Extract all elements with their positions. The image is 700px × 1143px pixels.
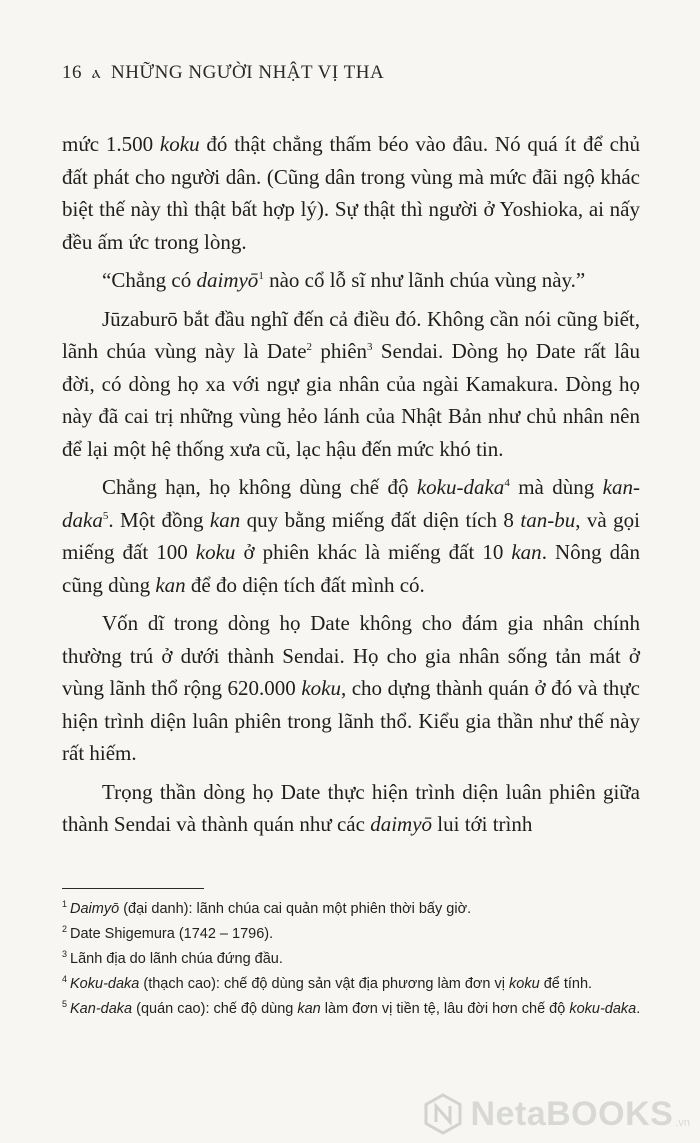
footnote-ref: 5 [102, 509, 109, 522]
italic-term: koku [509, 976, 540, 992]
paragraph [62, 264, 640, 297]
text-run: Lãnh địa do lãnh chúa đứng đầu. [70, 951, 283, 967]
footnote [62, 948, 652, 970]
running-title: NHỮNG NGƯỜI NHẬT VỊ THA [110, 62, 385, 83]
text-run: Jūzaburō bắt đầu nghĩ đến cả điều đó. Không cần nói cũng biết, lãnh chúa vùng này là Date [62, 306, 640, 363]
text-run: để tính. [539, 976, 593, 992]
italic-term: koku [159, 132, 200, 156]
italic-term: Kan-daka [70, 1001, 133, 1017]
text-run: . Một đồng [108, 507, 210, 532]
footnote-number: 3 [62, 949, 68, 960]
paragraph [62, 303, 640, 466]
text-run: đó thật chẳng thấm béo vào đâu. Nó quá ít để chủ đất phát cho người dân. (Cũng dân trong vùng mà mức đãi ngộ khác biệt thế này thì thật bất hợp lý). Sự thật thì người ở Yoshioka, ai nấy đều ấm ức trong lòng. [62, 132, 640, 254]
footnote [62, 923, 652, 945]
text-run: , cho dựng thành quán ở đó và thực hiện trình diện luân phiên trong lãnh thổ. Kiểu gia thần như thế này rất hiếm. [62, 676, 640, 765]
italic-term: tan-bu [520, 507, 576, 532]
text-run: Trọng thần dòng họ Date thực hiện trình diện luân phiên giữa thành Sendai và thành quán như các [62, 779, 640, 836]
text-run: (quán cao): chế độ dùng [132, 1001, 298, 1017]
footnote-ref: 2 [306, 341, 313, 353]
italic-term: kan [511, 540, 542, 564]
footnotes [62, 898, 652, 1023]
watermark-suffix: .vn [675, 1117, 690, 1129]
footnote-number: 2 [62, 924, 68, 935]
text-run: , và gọi miếng đất 100 [62, 507, 640, 564]
text-run: Vốn dĩ trong dòng họ Date không cho đám gia nhân chính thường trú ở dưới thành Sendai. Họ cho gia nhân sống tản mát ở vùng lãnh thổ rộng 620.000 [62, 611, 640, 700]
text-run: . [636, 1001, 641, 1017]
ornament-icon: ⲁ [92, 63, 101, 82]
running-header [62, 62, 384, 84]
footnote-number: 5 [62, 999, 68, 1010]
text-run: Date Shigemura (1742 – 1796). [70, 926, 274, 942]
text-run: Sendai. Dòng họ Date rất lâu đời, có dòng họ xa với ngự gia nhân của ngài Kamakura. Dòng họ này đã cai trị những vùng hẻo lánh của Nhật Bản như chủ nhân nên để lại một hệ thống xưa cũ, lạc hậu đến mức khó tin. [62, 339, 640, 461]
watermark [422, 1093, 690, 1135]
italic-term: koku-daka [416, 475, 505, 499]
italic-term: Koku-daka [70, 976, 140, 992]
italic-term: kan [297, 1001, 321, 1017]
footnote-ref: 4 [504, 477, 510, 489]
text-run: (thạch cao): chế độ dùng sản vật địa phương làm đơn vị [139, 976, 510, 992]
footnote-separator [62, 888, 204, 889]
italic-term: koku-daka [569, 1001, 637, 1017]
footnote-ref: 1 [258, 270, 264, 282]
footnote-number: 1 [62, 899, 68, 910]
paragraph [62, 607, 640, 770]
italic-term: koku [301, 676, 341, 700]
footnote-ref: 3 [367, 341, 373, 353]
footnote [62, 898, 652, 920]
text-run: “Chẳng có [102, 268, 197, 292]
footnote [62, 973, 652, 995]
paragraph [62, 776, 640, 841]
italic-term: koku [195, 540, 236, 564]
italic-term: kan [155, 572, 186, 597]
text-run: lui tới trình [432, 812, 533, 836]
italic-term: kan [209, 507, 241, 532]
text-run: mà dùng [509, 475, 603, 499]
text-run: phiên [312, 339, 368, 363]
text-run: Chẳng hạn, họ không dùng chế độ [102, 475, 417, 499]
paragraph [62, 471, 640, 601]
text-run: làm đơn vị tiền tệ, lâu đời hơn chế độ [320, 1001, 570, 1017]
paragraph [62, 128, 640, 258]
footnote-number: 4 [62, 974, 68, 985]
footnote [62, 998, 652, 1020]
italic-term: daimyō [370, 812, 433, 836]
hexagon-n-logo-icon [422, 1093, 464, 1135]
body-text [62, 128, 640, 841]
text-run: ở phiên khác là miếng đất 10 [235, 540, 512, 564]
text-run: để đo diện tích đất mình có. [185, 572, 425, 597]
text-run: nào cổ lỗ sĩ như lãnh chúa vùng này.” [263, 268, 586, 292]
italic-term: daimyō [196, 268, 259, 292]
page-number: 16 [62, 62, 82, 83]
watermark-text: NetaBOOKS [470, 1094, 674, 1133]
text-run: (đại danh): lãnh chúa cai quản một phiên thời bấy giờ. [119, 901, 472, 917]
italic-term: Daimyō [70, 901, 120, 917]
text-run: mức 1.500 [62, 132, 160, 156]
text-run: . Nông dân cũng dùng [62, 540, 640, 597]
italic-term: kan-daka [62, 475, 640, 532]
text-run: quy bằng miếng đất diện tích 8 [240, 507, 521, 532]
